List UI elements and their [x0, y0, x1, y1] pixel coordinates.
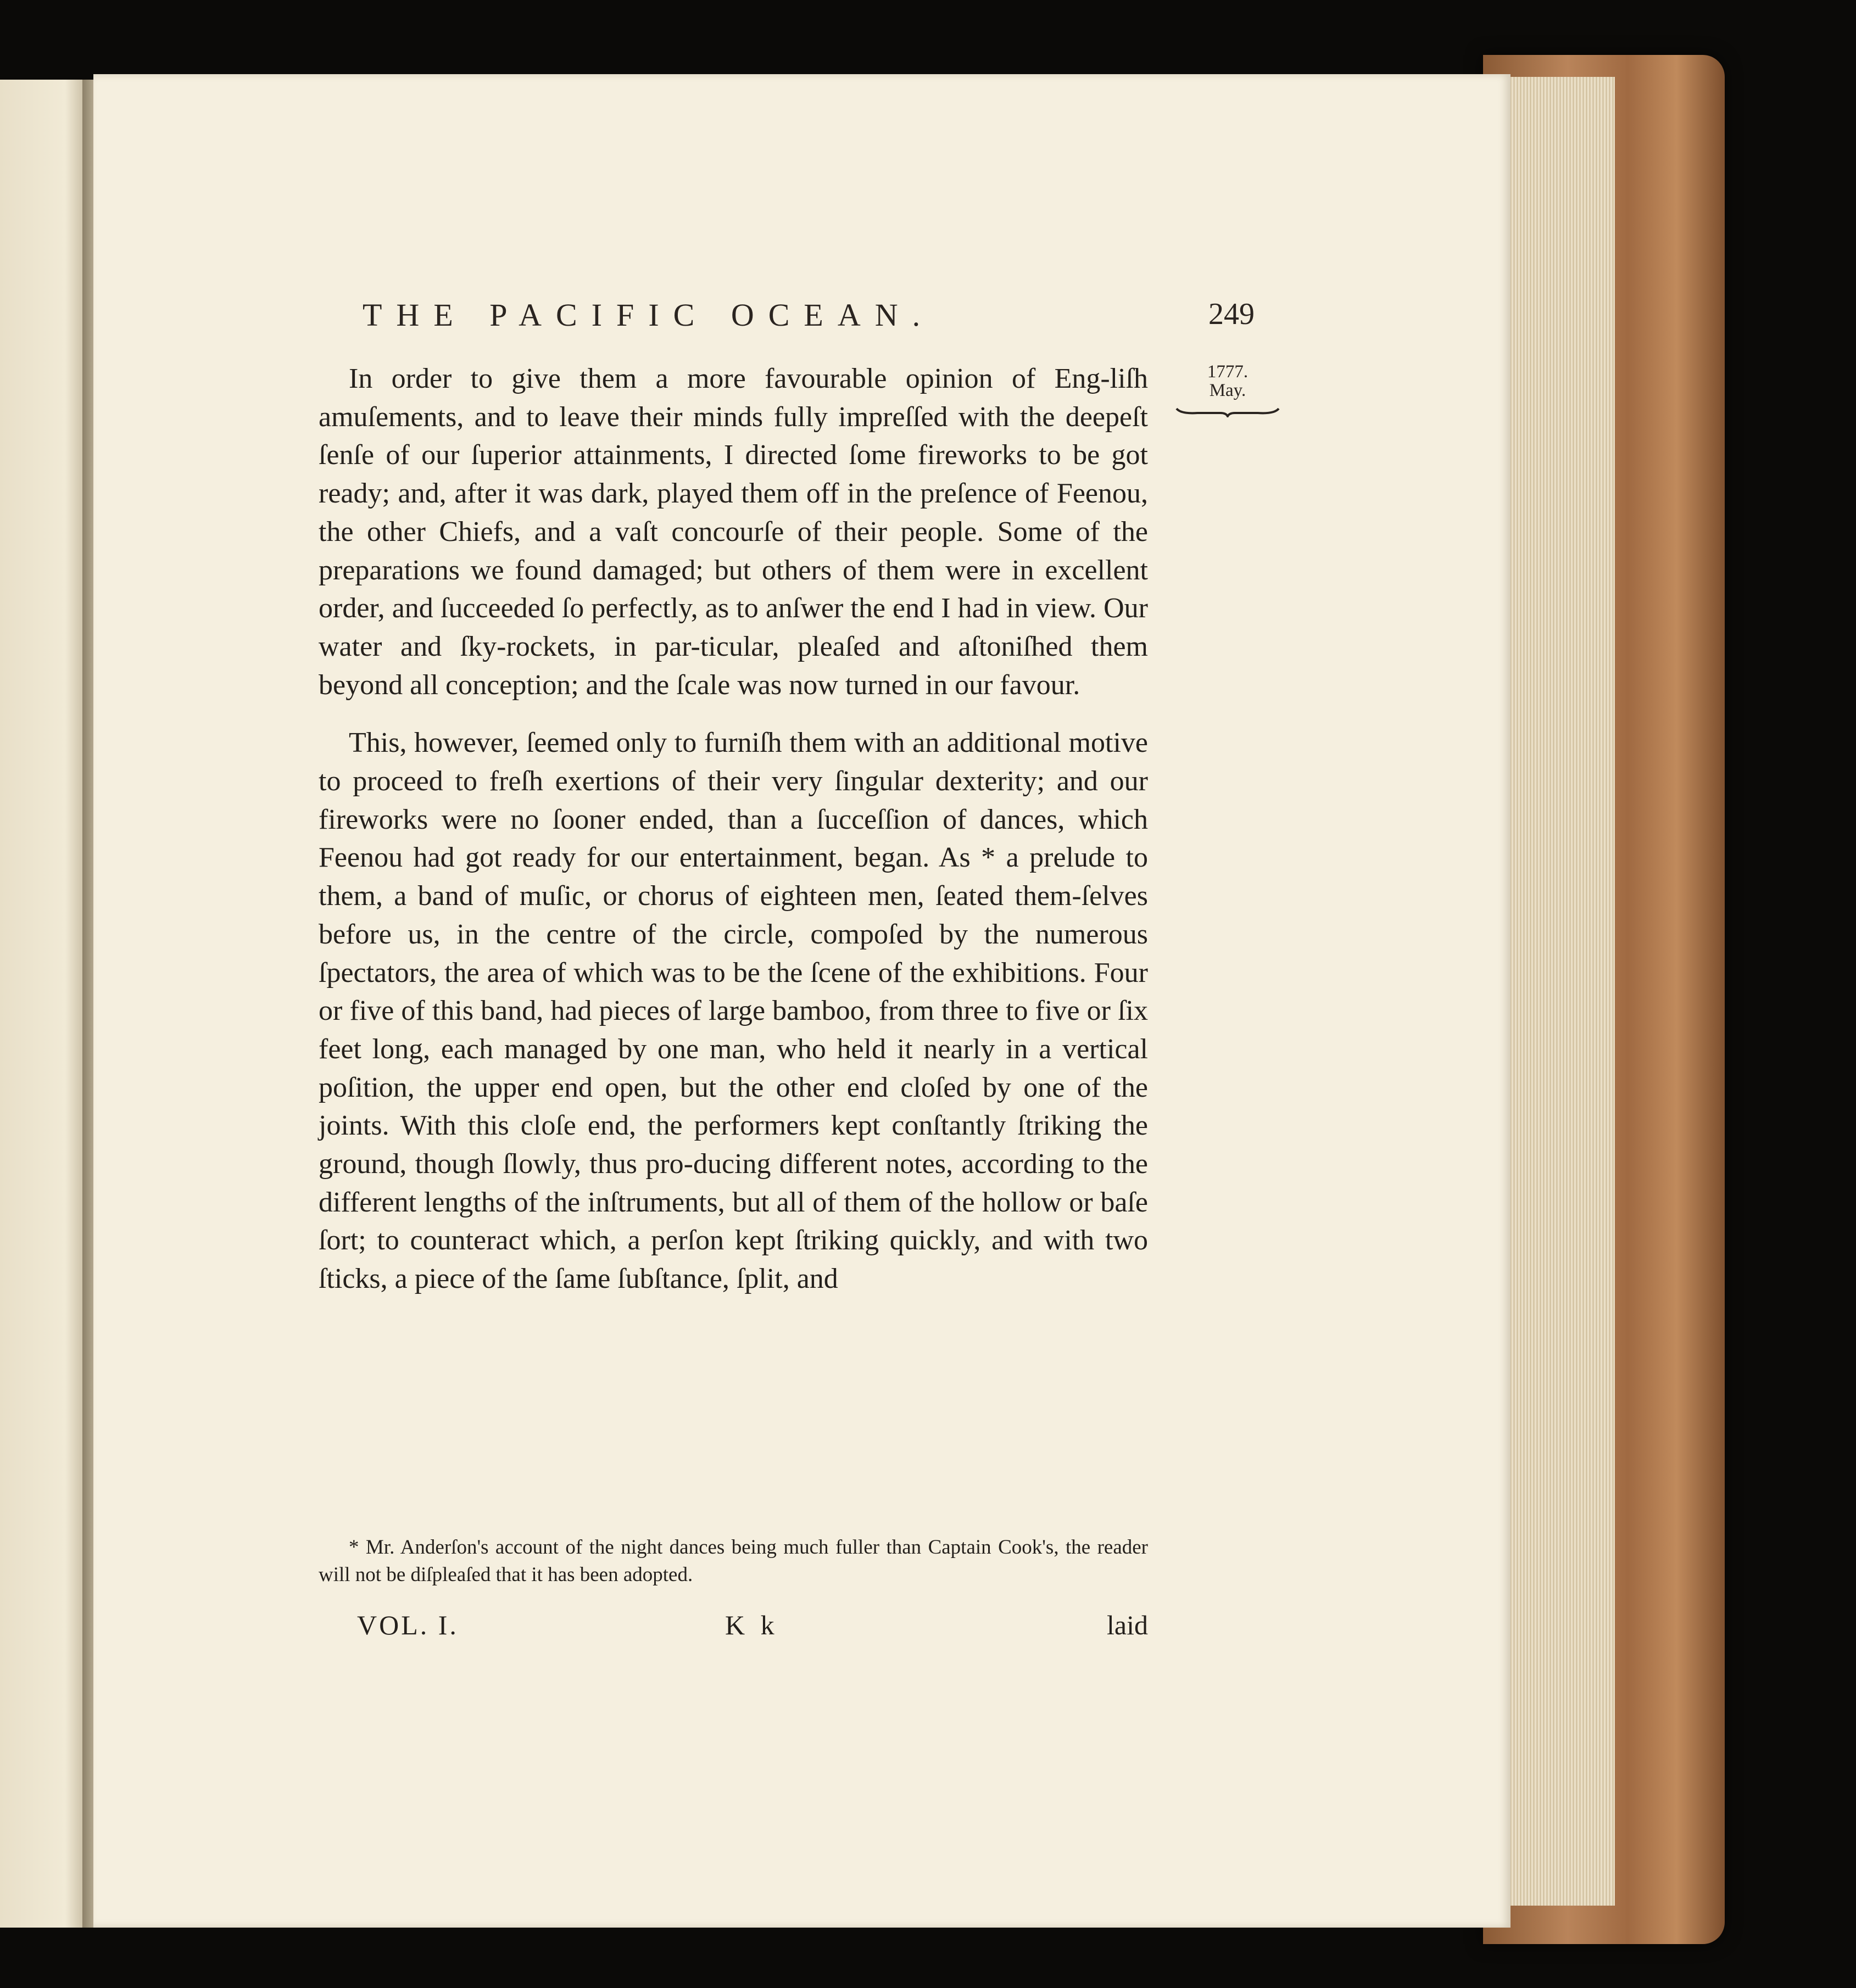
- left-page-fragment: [0, 80, 93, 1928]
- signature-line: [341, 1609, 1148, 1648]
- margin-note-month: May.: [1209, 381, 1246, 400]
- catchword: laid: [1107, 1610, 1148, 1640]
- footnote-text: * Mr. Anderſon's account of the night dances being much fuller than Captain Cook's, the reader will not be diſpleaſed that it has been adopted.: [319, 1536, 1148, 1586]
- footnote: [319, 1534, 1148, 1589]
- body-text: [319, 360, 1148, 1298]
- volume-label: VOL. I.: [357, 1610, 459, 1640]
- margin-note-year: 1777.: [1207, 362, 1249, 382]
- running-title: THE PACIFIC OCEAN.: [363, 297, 935, 333]
- margin-brace-icon: [1175, 406, 1280, 417]
- signature-mark: K k: [725, 1610, 779, 1640]
- paragraph: In order to give them a more favourable opinion of Eng-liſh amuſements, and to leave their minds fully impreſſed with the deepeſt ſenſe of our ſuperior attainments, I directed ſome fireworks to be got ready; and, after it was dark, played them off in the preſence of Feenou, the other Chiefs, and a vaſt concourſe of their people. Some of the preparations we found damaged; but others of them were in excellent order, and ſucceeded ſo perfectly, as to anſwer the end I had in view. Our water and ſky-rockets, in par-ticular, pleaſed and aſtoniſhed them beyond all conception; and the ſcale was now turned in our favour.: [319, 363, 1148, 701]
- paragraph: This, however, ſeemed only to furniſh them with an additional motive to proceed to freſh exertions of their very ſingular dexterity; and our fireworks were no ſooner ended, than a ſucceſſion of dances, which Feenou had got ready for our entertainment, began. As * a prelude to them, a band of muſic, or chorus of eighteen men, ſeated them-ſelves before us, in the centre of the circle, compoſed by the numerous ſpectators, the area of which was to be the ſcene of the exhibitions. Four or five of this band, had pieces of large bamboo, from three to five or ſix feet long, each managed by one man, who held it nearly in a vertical poſition, the upper end open, but the other end cloſed by one of the joints. With this cloſe end, the performers kept conſtantly ſtriking the ground, though ſlowly, thus pro-ducing different notes, according to the different lengths of the inſtruments, but all of them of the hollow or baſe ſort; to counteract which, a perſon kept ſtriking quickly, and with two ſticks, a piece of the ſame ſubſtance, ſplit, and: [319, 727, 1148, 1295]
- page-number: 249: [1208, 297, 1255, 331]
- page-edges: [1505, 77, 1615, 1906]
- margin-note: [1175, 362, 1280, 439]
